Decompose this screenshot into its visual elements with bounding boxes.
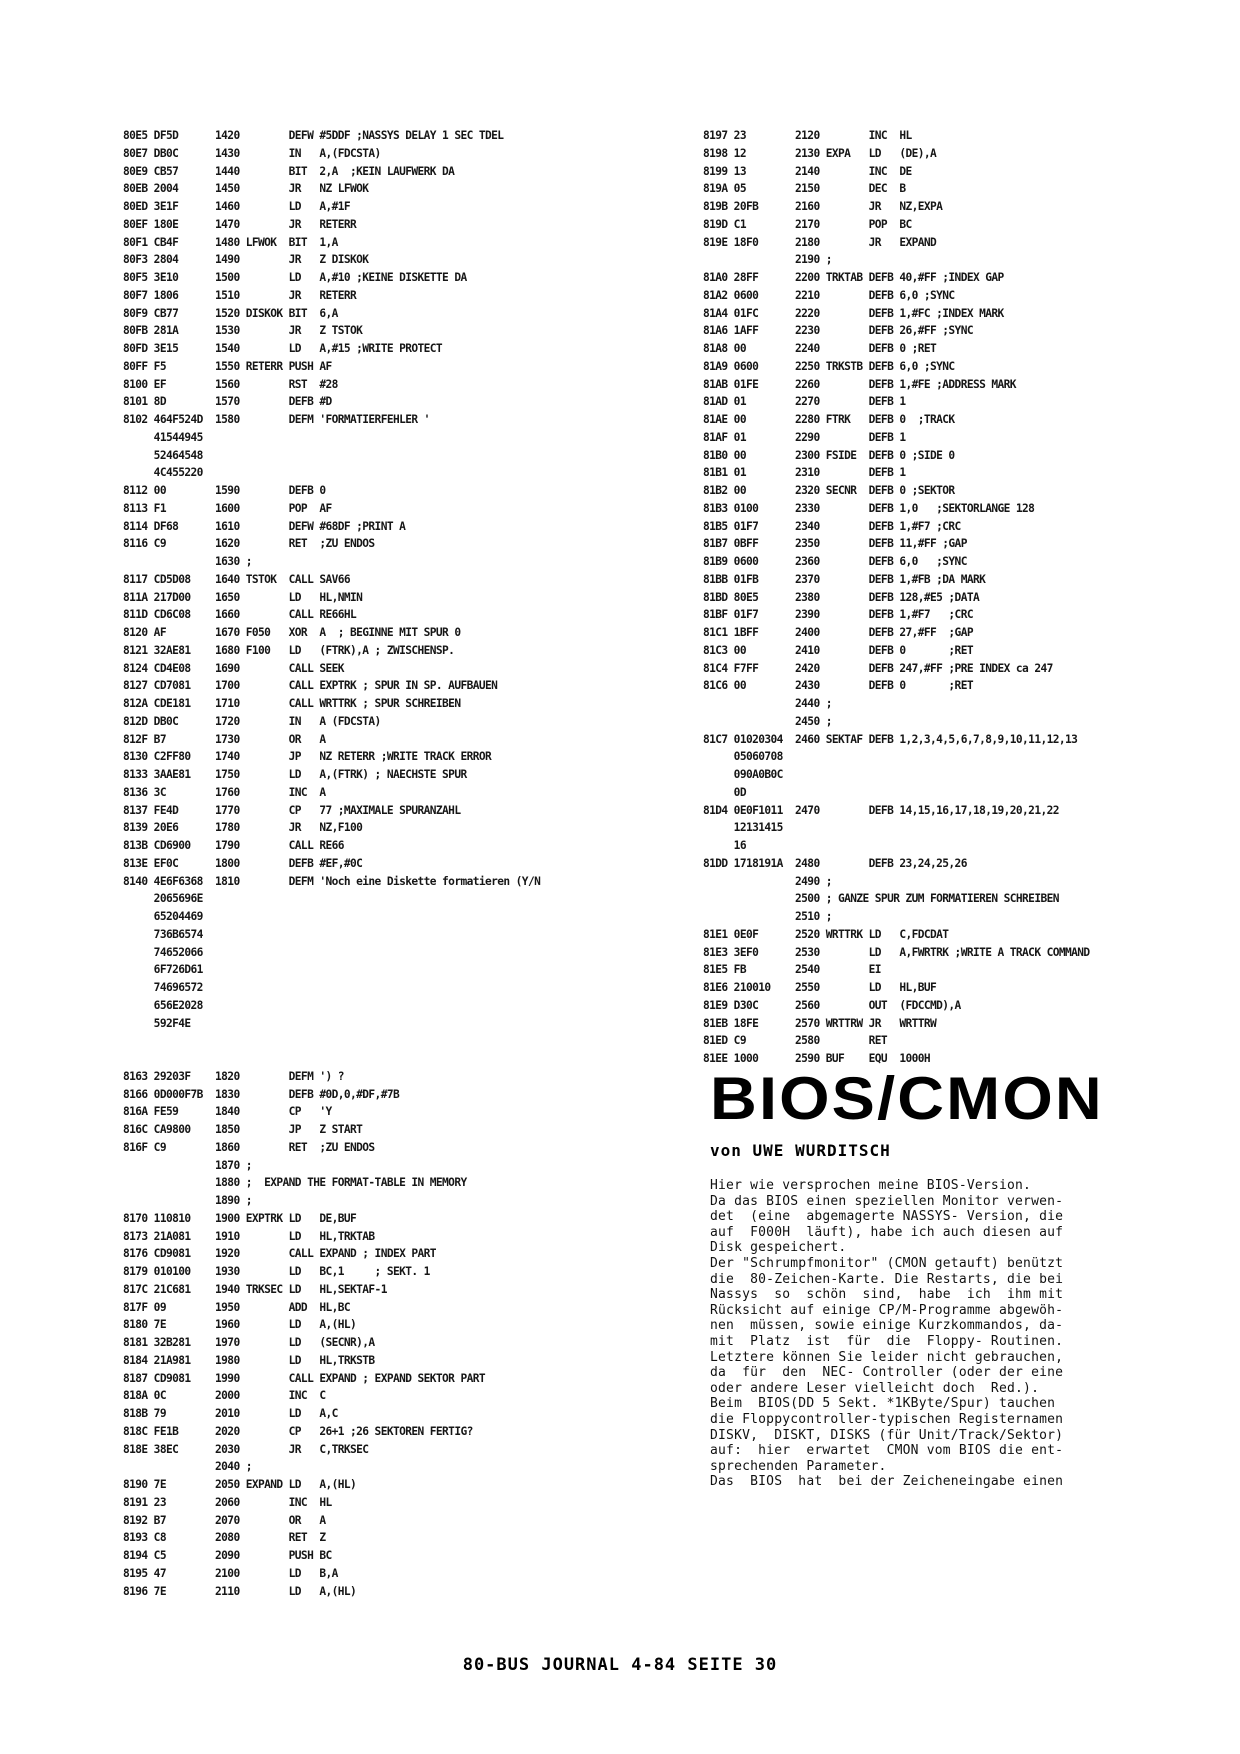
code-line: 80FB 281A 1530 JR Z TSTOK — [123, 324, 363, 338]
code-line: 8139 20E6 1780 JR NZ,F100 — [123, 821, 363, 835]
code-line: 8163 29203F 1820 DEFM ') ? — [123, 1069, 344, 1083]
code-line: 8114 DF68 1610 DEFW #68DF ;PRINT A — [123, 519, 406, 533]
code-line: 80FF F5 1550 RETERR PUSH AF — [123, 359, 332, 373]
code-line: 8170 110810 1900 EXPTRK LD DE,BUF — [123, 1211, 357, 1225]
article-body-line: Der "Schrumpfmonitor" (CMON getauft) benützt — [710, 1255, 1064, 1271]
article-body-line: Rücksicht auf einige CP/M-Programme abgewöh- — [710, 1302, 1064, 1318]
article-body-line: Disk gespeichert. — [710, 1240, 847, 1256]
code-line: 81A0 28FF 2200 TRKTAB DEFB 40,#FF ;INDEX GAP — [703, 271, 1004, 284]
code-line: 8198 12 2130 EXPA LD (DE),A — [703, 146, 937, 160]
code-line: 8137 FE4D 1770 CP 77 ;MAXIMALE SPURANZAHL — [123, 803, 461, 817]
code-line: 81C4 F7FF 2420 DEFB 247,#FF ;PRE INDEX ca 247 — [703, 661, 1053, 675]
code-line: 2500 ; GANZE SPUR ZUM FORMATIEREN SCHREIBEN — [703, 892, 1059, 906]
code-line: 812D DB0C 1720 IN A (FDCSTA) — [123, 714, 381, 728]
code-line: 81A2 0600 2210 DEFB 6,0 ;SYNC — [703, 288, 955, 302]
code-line: 41544945 — [123, 430, 203, 444]
code-line: 81A9 0600 2250 TRKSTB DEFB 6,0 ;SYNC — [703, 359, 955, 373]
code-line: 8117 CD5D08 1640 TSTOK CALL SAV66 — [123, 572, 351, 586]
code-line: 818B 79 2010 LD A,C — [123, 1407, 338, 1420]
code-line: 80EF 180E 1470 JR RETERR — [123, 217, 357, 231]
code-line: 81E9 D30C 2560 OUT (FDCCMD),A — [703, 998, 961, 1012]
article-body-line: auf F000H läuft), habe ich auch diesen auf — [710, 1224, 1064, 1240]
page-footer: 80-BUS JOURNAL 4-84 SEITE 30 — [462, 1655, 778, 1675]
code-line: 8197 23 2120 INC HL — [703, 129, 912, 142]
code-line: 81BF 01F7 2390 DEFB 1,#F7 ;CRC — [703, 608, 973, 622]
code-line: 090A0B0C — [703, 768, 783, 781]
code-line: 813B CD6900 1790 CALL RE66 — [123, 839, 344, 852]
code-line: 81EB 18FE 2570 WRTTRW JR WRTTRW — [703, 1016, 937, 1030]
code-listing-right — [703, 127, 1123, 1068]
article-body-line: mit Platz ist für die Floppy- Routinen. — [710, 1333, 1064, 1349]
code-line: 8190 7E 2050 EXPAND LD A,(HL) — [123, 1478, 357, 1491]
code-line: 16 — [703, 839, 746, 852]
code-line: 2450 ; — [703, 714, 832, 728]
code-line: 817F 09 1950 ADD HL,BC — [123, 1300, 351, 1314]
code-line: 812A CDE181 1710 CALL WRTTRK ; SPUR SCHREIBEN — [123, 697, 461, 710]
code-line: 1880 ; EXPAND THE FORMAT-TABLE IN MEMORY — [123, 1176, 467, 1190]
code-line: 8193 C8 2080 RET Z — [123, 1531, 326, 1545]
code-line: 80F1 CB4F 1480 LFWOK BIT 1,A — [123, 235, 338, 249]
code-line: 80F9 CB77 1520 DISKOK BIT 6,A — [123, 306, 338, 320]
code-line: 8179 010100 1930 LD BC,1 ; SEKT. 1 — [123, 1265, 430, 1278]
code-line: 81C7 01020304 2460 SEKTAF DEFB 1,2,3,4,5,6,7,8,9,10,11,12,13 — [703, 732, 1078, 746]
code-line: 81E5 FB 2540 EI — [703, 963, 881, 977]
code-line: 8112 00 1590 DEFB 0 — [123, 484, 326, 497]
code-line: 2490 ; — [703, 874, 832, 888]
code-line: 8130 C2FF80 1740 JP NZ RETERR ;WRITE TRACK ERROR — [123, 750, 492, 764]
code-line: 81AB 01FE 2260 DEFB 1,#FE ;ADDRESS MARK — [703, 377, 1016, 391]
article-body-line: Das BIOS hat bei der Zeicheneingabe einen — [710, 1474, 1064, 1490]
code-line: 8113 F1 1600 POP AF — [123, 501, 332, 515]
code-line: 592F4E — [123, 1016, 191, 1030]
code-line: 80F5 3E10 1500 LD A,#10 ;KEINE DISKETTE DA — [123, 271, 467, 284]
code-line: 81A6 1AFF 2230 DEFB 26,#FF ;SYNC — [703, 324, 973, 338]
code-line: 8192 B7 2070 OR A — [123, 1513, 326, 1527]
code-line: 80EB 2004 1450 JR NZ LFWOK — [123, 182, 369, 196]
code-line: 8194 C5 2090 PUSH BC — [123, 1549, 332, 1562]
code-line: 81E1 0E0F 2520 WRTTRK LD C,FDCDAT — [703, 927, 949, 941]
code-line: 8199 13 2140 INC DE — [703, 164, 912, 178]
code-line: 6F726D61 — [123, 963, 203, 977]
code-line: 81AF 01 2290 DEFB 1 — [703, 430, 906, 444]
code-line: 1890 ; — [123, 1194, 252, 1207]
code-line: 74652066 — [123, 945, 203, 959]
code-line: 8136 3C 1760 INC A — [123, 785, 326, 799]
code-line: 81C6 00 2430 DEFB 0 ;RET — [703, 679, 973, 693]
code-line: 8196 7E 2110 LD A,(HL) — [123, 1584, 357, 1598]
code-line: 80ED 3E1F 1460 LD A,#1F — [123, 200, 351, 213]
article-body-line: DISKV, DISKT, DISKS (für Unit/Track/Sektor) — [710, 1427, 1064, 1443]
code-line: 818C FE1B 2020 CP 26+1 ;26 SEKTOREN FERTIG? — [123, 1424, 473, 1438]
code-line: 811A 217D00 1650 LD HL,NMIN — [123, 590, 363, 604]
code-line: 80E9 CB57 1440 BIT 2,A ;KEIN LAUFWERK DA — [123, 164, 455, 178]
code-line: 8127 CD7081 1700 CALL EXPTRK ; SPUR IN SP. AUFBAUEN — [123, 679, 498, 693]
code-line: 8191 23 2060 INC HL — [123, 1495, 332, 1509]
code-line: 1630 ; — [123, 555, 252, 568]
code-line: 81BD 80E5 2380 DEFB 128,#E5 ;DATA — [703, 590, 980, 604]
code-line: 4C455220 — [123, 466, 203, 480]
article-body-line: nen müssen, sowie einige Kurzkommandos, da- — [710, 1318, 1064, 1334]
code-line: 8180 7E 1960 LD A,(HL) — [123, 1318, 357, 1332]
code-line: 05060708 — [703, 750, 783, 764]
article-body-line: die 80-Zeichen-Karte. Die Restarts, die bei — [710, 1271, 1064, 1287]
code-line: 81AE 00 2280 FTRK DEFB 0 ;TRACK — [703, 413, 955, 426]
code-line: 81A8 00 2240 DEFB 0 ;RET — [703, 342, 937, 355]
article-body-line: Nassys so schön sind, habe ich ihm mit — [710, 1287, 1064, 1303]
code-line: 8133 3AAE81 1750 LD A,(FTRK) ; NAECHSTE SPUR — [123, 768, 467, 781]
code-line: 81B0 00 2300 FSIDE DEFB 0 ;SIDE 0 — [703, 448, 955, 462]
code-line: 81C3 00 2410 DEFB 0 ;RET — [703, 643, 973, 657]
code-line: 8187 CD9081 1990 CALL EXPAND ; EXPAND SEKTOR PART — [123, 1371, 485, 1385]
code-line: 81DD 1718191A 2480 DEFB 23,24,25,26 — [703, 856, 967, 870]
code-line: 1870 ; — [123, 1158, 252, 1172]
code-line: 80F3 2804 1490 JR Z DISKOK — [123, 253, 369, 267]
code-line: 81A4 01FC 2220 DEFB 1,#FC ;INDEX MARK — [703, 306, 1004, 320]
code-line: 656E2028 — [123, 998, 203, 1012]
code-line: 81B3 0100 2330 DEFB 1,0 ;SEKTORLANGE 128 — [703, 501, 1035, 515]
article — [710, 1065, 1180, 1490]
code-line: 12131415 — [703, 821, 783, 835]
code-line: 8120 AF 1670 F050 XOR A ; BEGINNE MIT SPUR 0 — [123, 626, 461, 639]
article-body-line: Da das BIOS einen speziellen Monitor verwen- — [710, 1193, 1064, 1209]
article-body-line: die Floppycontroller-typischen Registernamen — [710, 1411, 1064, 1427]
code-line: 8195 47 2100 LD B,A — [123, 1566, 338, 1580]
code-line: 81B1 01 2310 DEFB 1 — [703, 466, 906, 480]
code-line: 8176 CD9081 1920 CALL EXPAND ; INDEX PART — [123, 1247, 436, 1261]
code-line — [123, 1032, 593, 1050]
code-line: 819E 18F0 2180 JR EXPAND — [703, 235, 937, 249]
code-line: 8124 CD4E08 1690 CALL SEEK — [123, 661, 344, 675]
code-line: 81E3 3EF0 2530 LD A,FWRTRK ;WRITE A TRACK COMMAND — [703, 945, 1090, 959]
code-line: 81B5 01F7 2340 DEFB 1,#F7 ;CRC — [703, 519, 961, 533]
code-line: 816C CA9800 1850 JP Z START — [123, 1123, 363, 1136]
code-line: 819D C1 2170 POP BC — [703, 217, 912, 231]
article-body-line: auf: hier erwartet CMON vom BIOS die ent- — [710, 1443, 1064, 1459]
article-body-line: oder andere Leser vielleicht doch Red.). — [710, 1380, 1040, 1396]
code-line: 52464548 — [123, 448, 203, 462]
code-line: 81D4 0E0F1011 2470 DEFB 14,15,16,17,18,19,20,21,22 — [703, 803, 1059, 817]
code-line: 817C 21C681 1940 TRKSEC LD HL,SEKTAF-1 — [123, 1282, 387, 1296]
code-line: 736B6574 — [123, 927, 203, 941]
code-line: 8102 464F524D 1580 DEFM 'FORMATIERFEHLER ' — [123, 413, 430, 426]
code-line: 2190 ; — [703, 253, 832, 267]
article-body-line: da für den NEC- Controller (oder der eine — [710, 1365, 1064, 1381]
code-line: 81AD 01 2270 DEFB 1 — [703, 395, 906, 409]
article-body-line: det (eine abgemagerte NASSYS- Version, die — [710, 1209, 1064, 1225]
code-line: 2040 ; — [123, 1460, 252, 1474]
article-body-line: Letztere können Sie leider nicht gebrauchen, — [710, 1349, 1064, 1365]
code-line: 8173 21A081 1910 LD HL,TRKTAB — [123, 1229, 375, 1243]
code-line: 81EE 1000 2590 BUF EQU 1000H — [703, 1052, 931, 1065]
code-line: 819B 20FB 2160 JR NZ,EXPA — [703, 200, 943, 213]
code-line: 81C1 1BFF 2400 DEFB 27,#FF ;GAP — [703, 626, 973, 639]
code-line: 2065696E — [123, 892, 203, 906]
code-line: 813E EF0C 1800 DEFB #EF,#0C — [123, 856, 363, 870]
code-line: 0D — [703, 785, 746, 799]
code-line: 8184 21A981 1980 LD HL,TRKSTB — [123, 1353, 375, 1367]
article-byline: von UWE WURDITSCH — [710, 1141, 891, 1160]
code-listing-left — [123, 127, 593, 1600]
code-line — [123, 1050, 593, 1068]
code-line: 812F B7 1730 OR A — [123, 732, 326, 746]
code-line: 818E 38EC 2030 JR C,TRKSEC — [123, 1442, 369, 1456]
article-body — [710, 1178, 1180, 1490]
article-body-line: Beim BIOS(DD 5 Sekt. *1KByte/Spur) tauchen — [710, 1396, 1056, 1412]
code-line: 8181 32B281 1970 LD (SECNR),A — [123, 1336, 375, 1349]
code-line: 81B2 00 2320 SECNR DEFB 0 ;SEKTOR — [703, 484, 955, 497]
code-line: 2510 ; — [703, 910, 832, 923]
code-line: 8116 C9 1620 RET ;ZU ENDOS — [123, 537, 375, 551]
code-line: 8101 8D 1570 DEFB #D — [123, 395, 332, 409]
code-line: 8166 0D000F7B 1830 DEFB #0D,0,#DF,#7B — [123, 1087, 400, 1101]
article-body-line: Hier wie versprochen meine BIOS-Version. — [710, 1178, 1032, 1193]
code-line: 811D CD6C08 1660 CALL RE66HL — [123, 608, 357, 622]
code-line: 74696572 — [123, 981, 203, 994]
code-line: 81B7 0BFF 2350 DEFB 11,#FF ;GAP — [703, 537, 967, 551]
code-line: 818A 0C 2000 INC C — [123, 1389, 326, 1403]
code-line: 80FD 3E15 1540 LD A,#15 ;WRITE PROTECT — [123, 342, 443, 355]
code-line: 81BB 01FB 2370 DEFB 1,#FB ;DA MARK — [703, 572, 986, 586]
code-line: 80E7 DB0C 1430 IN A,(FDCSTA) — [123, 146, 381, 160]
code-line: 8121 32AE81 1680 F100 LD (FTRK),A ; ZWISCHENSP. — [123, 643, 455, 657]
code-line: 80E5 DF5D 1420 DEFW #5DDF ;NASSYS DELAY 1 SEC TDEL — [123, 129, 504, 142]
code-line: 8100 EF 1560 RST #28 — [123, 377, 338, 391]
code-line: 81E6 210010 2550 LD HL,BUF — [703, 981, 937, 994]
code-line: 81ED C9 2580 RET — [703, 1034, 888, 1048]
code-line: 80F7 1806 1510 JR RETERR — [123, 288, 357, 302]
code-line: 65204469 — [123, 910, 203, 923]
article-body-line: sprechenden Parameter. — [710, 1458, 887, 1474]
code-line: 8140 4E6F6368 1810 DEFM 'Noch eine Diskette formatieren (Y/N — [123, 874, 541, 888]
code-line: 81B9 0600 2360 DEFB 6,0 ;SYNC — [703, 555, 967, 568]
code-line: 2440 ; — [703, 697, 832, 710]
code-line: 819A 05 2150 DEC B — [703, 182, 906, 196]
code-line: 816F C9 1860 RET ;ZU ENDOS — [123, 1140, 375, 1154]
article-title: BIOS/CMON — [710, 1065, 1104, 1132]
code-line: 816A FE59 1840 CP 'Y — [123, 1105, 332, 1119]
